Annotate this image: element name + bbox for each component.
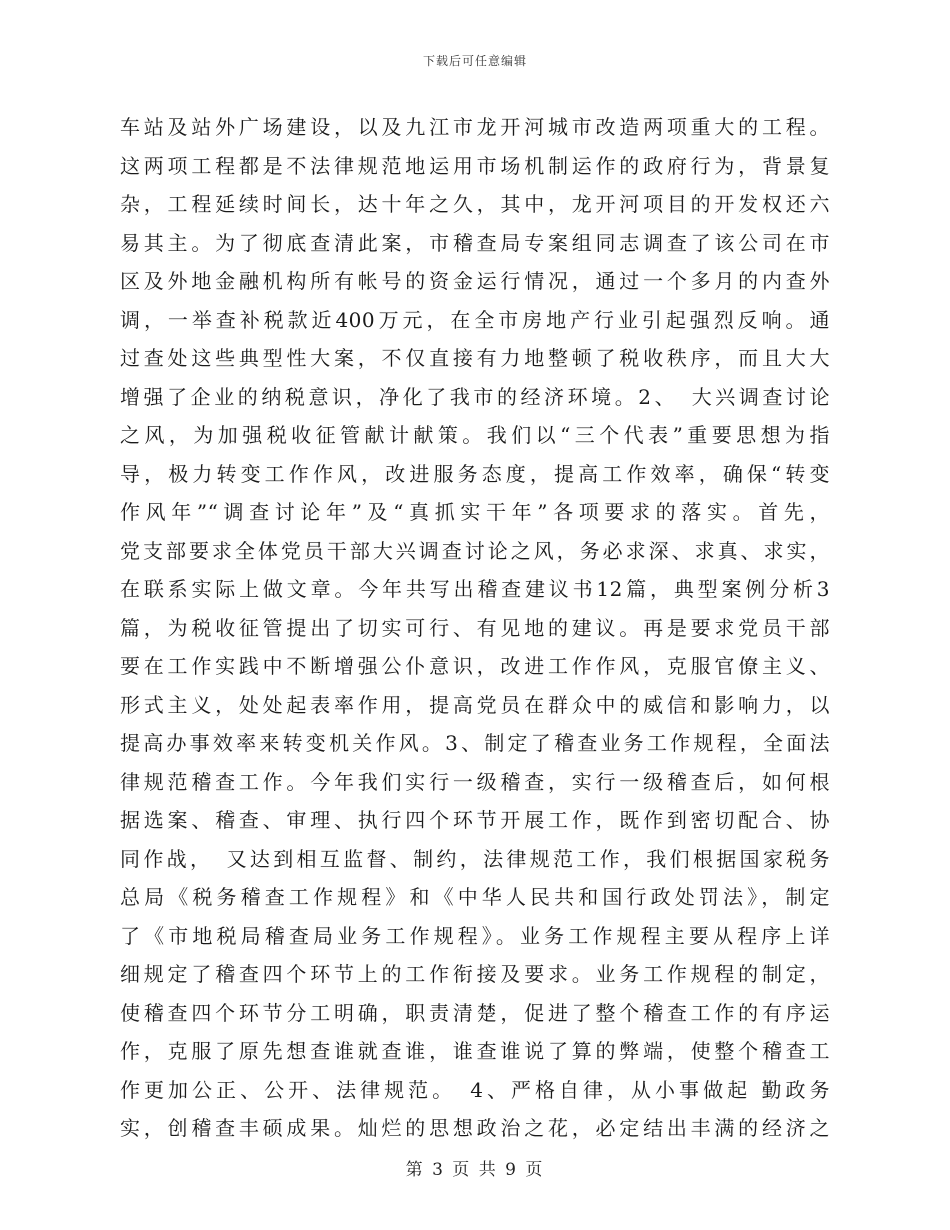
text-line: 了《市地税局稽查局业务工作规程》。业务工作规程主要从程序上详 [120, 923, 830, 948]
text-line: 车站及站外广场建设，以及九江市龙开河城市改造两项重大的工程。 [120, 115, 830, 139]
text-line: 在联系实际上做文章。今年共写出稽查建议书12篇，典型案例分析3 [120, 577, 830, 601]
text-line: 作，克服了原先想查谁就查谁，谁查谁说了算的弊端，使整个稽查工 [120, 1039, 830, 1063]
text-line: 区及外地金融机构所有帐号的资金运行情况，通过一个多月的内查外 [120, 269, 830, 293]
text-line: 要在工作实践中不断增强公仆意识，改进工作作风，克服官僚主义、 [120, 654, 830, 678]
text-line: 易其主。为了彻底查清此案，市稽查局专案组同志调查了该公司在市 [120, 230, 830, 255]
text-line: 篇，为税收征管提出了切实可行、有见地的建议。再是要求党员干部 [120, 615, 830, 640]
page-number: 第 3 页 共 9 页 [405, 1160, 545, 1180]
text-line: 据选案、稽查、审理、执行四个环节开展工作，既作到密切配合、协 [120, 808, 830, 832]
text-line: 总局《税务稽查工作规程》和《中华人民共和国行政处罚法》，制定 [120, 885, 830, 909]
text-line: 之风，为加强税收征管献计献策。我们以“三个代表”重要思想为指 [120, 423, 830, 447]
text-line: 使稽查四个环节分工明确，职责清楚，促进了整个稽查工作的有序运 [120, 1000, 830, 1025]
text-line: 作更加公正、公开、法律规范。 4、严格自律，从小事做起 勤政务 [120, 1077, 830, 1102]
text-line: 调，一举查补税款近400万元，在全市房地产行业引起强烈反响。通 [120, 307, 830, 332]
text-line: 党支部要求全体党员干部大兴调查讨论之风，务必求深、求真、求实， [120, 538, 830, 563]
text-line: 这两项工程都是不法律规范地运用市场机制运作的政府行为，背景复 [120, 153, 830, 178]
text-line: 律规范稽查工作。今年我们实行一级稽查，实行一级稽查后，如何根 [120, 769, 830, 794]
text-line: 导，极力转变工作作风，改进服务态度，提高工作效率，确保“转变 [120, 461, 830, 486]
text-line: 细规定了稽查四个环节上的工作衔接及要求。业务工作规程的制定， [120, 962, 830, 986]
text-line: 形式主义，处处起表率作用，提高党员在群众中的威信和影响力，以 [120, 692, 830, 717]
text-line: 杂，工程延续时间长，达十年之久，其中，龙开河项目的开发权还六 [120, 192, 830, 216]
text-line: 增强了企业的纳税意识，净化了我市的经济环境。2、 大兴调查讨论 [120, 384, 830, 409]
page-header: 下载后可任意编辑 [422, 54, 527, 68]
text-line: 提高办事效率来转变机关作风。3、制定了稽查业务工作规程，全面法 [120, 731, 830, 755]
body-text [120, 108, 830, 1148]
text-line: 同作战， 又达到相互监督、制约，法律规范工作，我们根据国家税务 [120, 846, 830, 871]
text-line: 实，创稽查丰硕成果。灿烂的思想政治之花，必定结出丰满的经济之 [120, 1116, 830, 1140]
text-line: 过查处这些典型性大案，不仅直接有力地整顿了税收秩序，而且大大 [120, 346, 830, 370]
text-line: 作风年”“调查讨论年”及“真抓实干年”各项要求的落实。首先， [120, 500, 830, 524]
